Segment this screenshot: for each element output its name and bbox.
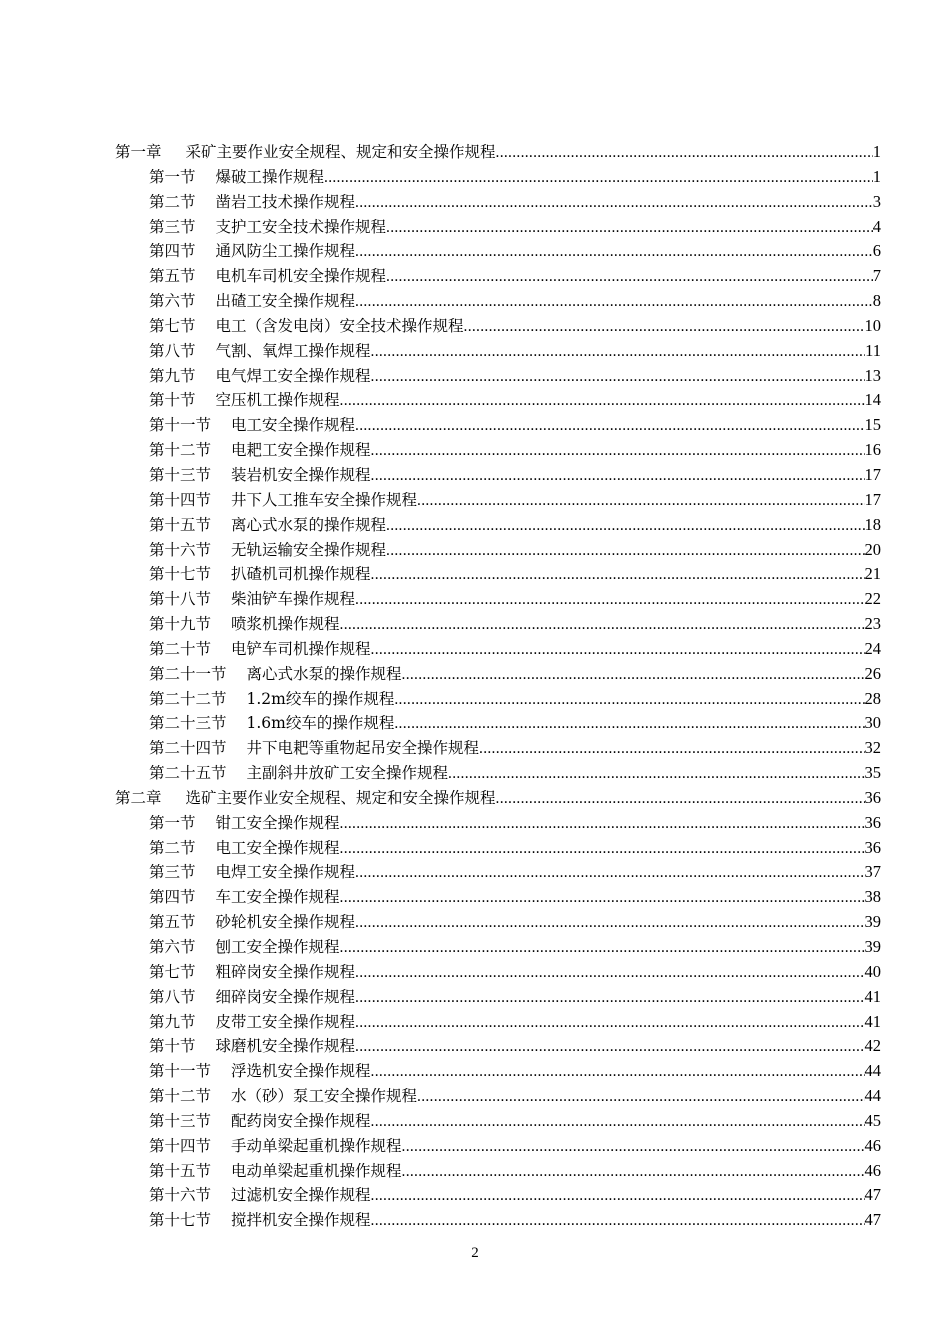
dot-leader (355, 986, 864, 1011)
toc-section-entry[interactable] (115, 612, 881, 637)
toc-entry-number: 第二节 (149, 838, 196, 857)
toc-section-entry[interactable] (115, 761, 881, 786)
dot-leader (355, 191, 873, 216)
toc-entry-title: 电工（含发电岗）安全技术操作规程 (215, 316, 464, 335)
toc-entry-number: 第七节 (149, 962, 196, 981)
toc-entry-page: 46 (864, 1160, 881, 1180)
toc-entry-number: 第二十一节 (149, 664, 227, 683)
toc-entry-number: 第八节 (149, 987, 196, 1006)
toc-entry-page: 44 (864, 1086, 881, 1106)
dot-leader (371, 563, 865, 588)
toc-entry-number: 第十节 (149, 391, 196, 410)
toc-section-entry[interactable] (115, 736, 881, 761)
toc-entry-title: 电焊工安全操作规程 (215, 863, 356, 882)
toc-entry-title: 皮带工安全操作规程 (215, 1012, 356, 1031)
toc-entry-page: 24 (864, 638, 881, 658)
toc-section-entry[interactable] (115, 587, 881, 612)
toc-entry-number: 第二十节 (149, 639, 212, 658)
toc-entry-number: 第十一节 (149, 1062, 212, 1081)
toc-entry-page: 47 (864, 1185, 881, 1205)
toc-entry-page: 4 (872, 216, 881, 236)
dot-leader (340, 812, 865, 837)
toc-entry-title: 扒碴机司机操作规程 (231, 565, 371, 584)
toc-entry-page: 15 (864, 415, 881, 435)
toc-entry-number: 第十九节 (149, 615, 212, 634)
toc-section-entry[interactable] (115, 538, 881, 563)
toc-entry-title: 手动单梁起重机操作规程 (231, 1136, 402, 1155)
toc-entry-page: 36 (864, 812, 881, 832)
toc-entry-number: 第七节 (149, 316, 196, 335)
toc-entry-page: 44 (864, 1061, 881, 1081)
dot-leader (386, 514, 864, 539)
toc-entry-page: 22 (864, 589, 881, 609)
toc-entry-page: 10 (864, 315, 881, 335)
toc-section-entry[interactable] (115, 513, 881, 538)
toc-entry-number: 第四节 (149, 888, 196, 907)
toc-entry-page: 41 (864, 1011, 881, 1031)
toc-entry-title: 离心式水泵的操作规程 (231, 515, 387, 534)
toc-entry-page: 36 (864, 787, 881, 807)
toc-entry-page: 3 (872, 191, 881, 211)
toc-section-entry[interactable] (115, 388, 881, 413)
dot-leader (324, 166, 873, 191)
toc-entry-number: 第十四节 (149, 1136, 212, 1155)
toc-entry-page: 35 (864, 763, 881, 783)
toc-entry-page: 23 (864, 614, 881, 634)
toc-entry-number: 第十五节 (149, 515, 212, 534)
toc-section-entry[interactable] (115, 711, 881, 736)
toc-section-entry[interactable] (115, 463, 881, 488)
toc-entry-number: 第二十四节 (149, 739, 227, 758)
toc-entry-title: 刨工安全操作规程 (215, 938, 340, 956)
dot-leader (340, 389, 865, 414)
toc-entry-page: 17 (864, 489, 881, 509)
toc-entry-number: 第二十二节 (149, 689, 227, 708)
toc-section-entry[interactable] (115, 339, 881, 364)
toc-entry-page: 39 (864, 912, 881, 932)
toc-entry-number: 第十五节 (149, 1161, 212, 1180)
dot-leader (417, 489, 864, 514)
toc-section-entry[interactable] (115, 662, 881, 687)
toc-entry-title: 柴油铲车操作规程 (231, 590, 356, 609)
toc-section-entry[interactable] (115, 190, 881, 215)
toc-entry-title: 凿岩工技术操作规程 (215, 192, 356, 211)
toc-entry-number: 第五节 (149, 913, 196, 932)
toc-entry-title: 电动单梁起重机操作规程 (231, 1161, 402, 1180)
dot-leader (371, 1060, 865, 1085)
toc-entry-number: 第十三节 (149, 465, 212, 484)
dot-leader (340, 936, 865, 961)
toc-entry-number: 第三节 (149, 863, 196, 882)
toc-entry-page: 14 (864, 390, 881, 410)
dot-leader (386, 539, 864, 564)
toc-entry-number: 第二章 (115, 788, 162, 807)
dot-leader (386, 265, 873, 290)
toc-entry-page: 36 (864, 837, 881, 857)
toc-entry-number: 第八节 (149, 341, 196, 360)
dot-leader (371, 439, 865, 464)
toc-entry-number: 第十一节 (149, 416, 212, 435)
dot-leader (402, 663, 865, 688)
toc-entry-title: 装岩机安全操作规程 (231, 465, 371, 484)
toc-entry-number: 第十六节 (149, 1186, 212, 1205)
toc-entry-page: 1 (872, 142, 881, 161)
toc-section-entry[interactable] (115, 488, 881, 513)
toc-entry-title: 电耙工安全操作规程 (231, 441, 371, 460)
toc-entry-page: 6 (872, 241, 881, 261)
toc-entry-title: 采矿主要作业安全规程、规定和安全操作规程 (185, 143, 496, 161)
toc-entry-title: 球磨机安全操作规程 (215, 1037, 356, 1056)
page-number: 2 (471, 1245, 479, 1261)
dot-leader (417, 1085, 864, 1110)
toc-entry-title: 浮选机安全操作规程 (231, 1062, 371, 1081)
toc-section-entry[interactable] (115, 860, 881, 885)
toc-entry-page: 26 (864, 663, 881, 683)
toc-entry-number: 第五节 (149, 267, 196, 286)
toc-entry-number: 第一节 (149, 167, 196, 186)
toc-entry-page: 40 (864, 961, 881, 981)
dot-leader (340, 613, 865, 638)
toc-entry-page: 32 (864, 738, 881, 758)
toc-entry-page: 18 (864, 514, 881, 534)
toc-entry-number: 第十八节 (149, 590, 212, 609)
toc-entry-page: 38 (864, 887, 881, 907)
toc-entry-number: 第十七节 (149, 1211, 212, 1230)
dot-leader (371, 638, 865, 663)
dot-leader (355, 240, 873, 265)
toc-entry-page: 11 (865, 340, 881, 360)
toc-section-entry[interactable] (115, 1034, 881, 1059)
dot-leader (371, 340, 866, 365)
toc-entry-number: 第十二节 (149, 441, 212, 460)
dot-leader (371, 464, 865, 489)
toc-section-entry[interactable] (115, 910, 881, 935)
dot-leader (496, 141, 873, 166)
toc-entry-number: 第二十三节 (149, 714, 227, 733)
toc-entry-title: 出碴工安全操作规程 (215, 292, 356, 311)
toc-section-entry[interactable] (115, 985, 881, 1010)
dot-leader (355, 588, 864, 613)
toc-entry-title: 细碎岗安全操作规程 (215, 987, 356, 1006)
toc-entry-title: 电工安全操作规程 (231, 416, 356, 435)
toc-section-entry[interactable] (115, 165, 881, 190)
toc-entry-page: 45 (864, 1110, 881, 1130)
toc-entry-page: 47 (864, 1210, 881, 1230)
dot-leader (371, 1209, 865, 1234)
toc-entry-title: 砂轮机安全操作规程 (215, 913, 356, 932)
toc-section-entry[interactable] (115, 960, 881, 985)
toc-entry-number: 第四节 (149, 242, 196, 261)
toc-entry-title: 钳工安全操作规程 (215, 813, 340, 832)
toc-entry-number: 第十二节 (149, 1087, 212, 1106)
toc-entry-title: 爆破工操作规程 (215, 167, 325, 186)
toc-section-entry[interactable] (115, 215, 881, 240)
toc-section-entry[interactable] (115, 935, 881, 960)
toc-chapter-entry[interactable] (115, 786, 881, 811)
toc-entry-number: 第十四节 (149, 490, 212, 509)
dot-leader (496, 787, 865, 812)
toc-entry-title: 通风防尘工操作规程 (215, 242, 356, 261)
toc-entry-number: 第九节 (149, 1012, 196, 1031)
toc-entry-page: 39 (864, 937, 881, 956)
toc-entry-page: 41 (864, 986, 881, 1006)
toc-section-entry[interactable] (115, 1208, 881, 1233)
toc-entry-number: 第二十五节 (149, 764, 227, 783)
toc-entry-number: 第十三节 (149, 1111, 212, 1130)
toc-entry-number: 第一章 (115, 143, 162, 161)
toc-entry-title: 配药岗安全操作规程 (231, 1111, 371, 1130)
toc-entry-page: 16 (864, 440, 881, 460)
dot-leader (464, 315, 865, 340)
dot-leader (355, 1011, 864, 1036)
toc-entry-number: 第六节 (149, 938, 196, 956)
toc-section-entry[interactable] (115, 239, 881, 264)
toc-section-entry[interactable] (115, 438, 881, 463)
toc-section-entry[interactable] (115, 314, 881, 339)
dot-leader (479, 737, 864, 762)
toc-entry-title: 离心式水泵的操作规程 (246, 664, 402, 683)
dot-leader (394, 712, 864, 737)
toc-section-entry[interactable] (115, 264, 881, 289)
toc-entry-number: 第二节 (149, 192, 196, 211)
dot-leader (355, 414, 864, 439)
dot-leader (355, 861, 864, 886)
dot-leader (355, 290, 873, 315)
toc-section-entry[interactable] (115, 1010, 881, 1035)
toc-section-entry[interactable] (115, 1183, 881, 1208)
toc-entry-number: 第三节 (149, 217, 196, 236)
toc-entry-page: 7 (872, 266, 881, 286)
toc-entry-page: 20 (864, 539, 881, 559)
toc-entry-title: 粗碎岗安全操作规程 (215, 962, 356, 981)
toc-entry-title: 车工安全操作规程 (215, 888, 340, 907)
toc-entry-title: 电气焊工安全操作规程 (215, 366, 371, 385)
toc-section-entry[interactable] (115, 885, 881, 910)
toc-section-entry[interactable] (115, 1059, 881, 1084)
toc-entry-title: 电铲车司机操作规程 (231, 639, 371, 658)
toc-entry-page: 46 (864, 1135, 881, 1155)
toc-entry-number: 第九节 (149, 366, 196, 385)
toc-entry-number: 第六节 (149, 292, 196, 311)
dot-leader (355, 961, 864, 986)
dot-leader (355, 1035, 864, 1060)
toc-entry-title: 电机车司机安全操作规程 (215, 267, 387, 286)
toc-entry-title: 电工安全操作规程 (215, 838, 340, 857)
toc-section-entry[interactable] (115, 836, 881, 861)
toc-entry-title: 支护工安全技术操作规程 (215, 217, 387, 236)
dot-leader (371, 1184, 865, 1209)
toc-entry-title: 井下人工推车安全操作规程 (231, 490, 418, 509)
toc-entry-page: 42 (864, 1036, 881, 1056)
toc-section-entry[interactable] (115, 364, 881, 389)
toc-entry-page: 37 (864, 862, 881, 882)
dot-leader (386, 216, 873, 241)
toc-entry-number: 第十七节 (149, 565, 212, 584)
dot-leader (448, 762, 864, 787)
toc-entry-page: 21 (864, 564, 881, 584)
toc-entry-page: 8 (872, 291, 881, 311)
toc-chapter-entry[interactable] (115, 140, 881, 165)
dot-leader (402, 1160, 865, 1185)
toc-section-entry[interactable] (115, 637, 881, 662)
toc-entry-title: 无轨运输安全操作规程 (231, 540, 387, 559)
toc-entry-page: 30 (864, 713, 881, 733)
toc-section-entry[interactable] (115, 562, 881, 587)
toc-section-entry[interactable] (115, 811, 881, 836)
dot-leader (394, 688, 864, 713)
dot-leader (355, 911, 864, 936)
toc-entry-number: 第十节 (149, 1037, 196, 1056)
toc-section-entry[interactable] (115, 1109, 881, 1134)
table-of-contents (115, 140, 881, 1233)
toc-entry-title: 选矿主要作业安全规程、规定和安全操作规程 (185, 788, 496, 807)
dot-leader (371, 365, 865, 390)
toc-entry-page: 13 (864, 365, 881, 385)
toc-entry-title: 过滤机安全操作规程 (231, 1186, 371, 1205)
toc-entry-title: 井下电耙等重物起吊安全操作规程 (246, 739, 480, 758)
toc-section-entry[interactable] (115, 1159, 881, 1184)
toc-entry-page: 17 (864, 464, 881, 484)
toc-entry-page: 28 (864, 688, 881, 708)
dot-leader (340, 886, 865, 911)
toc-section-entry[interactable] (115, 1084, 881, 1109)
toc-entry-page: 1 (872, 166, 881, 186)
toc-entry-number: 第一节 (149, 813, 196, 832)
dot-leader (371, 1110, 865, 1135)
dot-leader (402, 1135, 865, 1160)
toc-entry-title: 气割、氧焊工操作规程 (215, 341, 371, 360)
toc-entry-title: 空压机工操作规程 (215, 391, 340, 410)
toc-entry-title: 主副斜井放矿工安全操作规程 (246, 764, 449, 783)
toc-entry-title: 水（砂）泵工安全操作规程 (231, 1087, 418, 1106)
toc-entry-title: 搅拌机安全操作规程 (231, 1211, 371, 1230)
toc-section-entry[interactable] (115, 413, 881, 438)
toc-section-entry[interactable] (115, 1134, 881, 1159)
toc-section-entry[interactable] (115, 687, 881, 712)
dot-leader (340, 837, 865, 862)
toc-entry-title: 1.2m绞车的操作规程 (246, 689, 395, 708)
toc-entry-title: 喷浆机操作规程 (231, 615, 340, 634)
toc-entry-number: 第十六节 (149, 540, 212, 559)
toc-section-entry[interactable] (115, 289, 881, 314)
toc-entry-title: 1.6m绞车的操作规程 (246, 714, 395, 733)
